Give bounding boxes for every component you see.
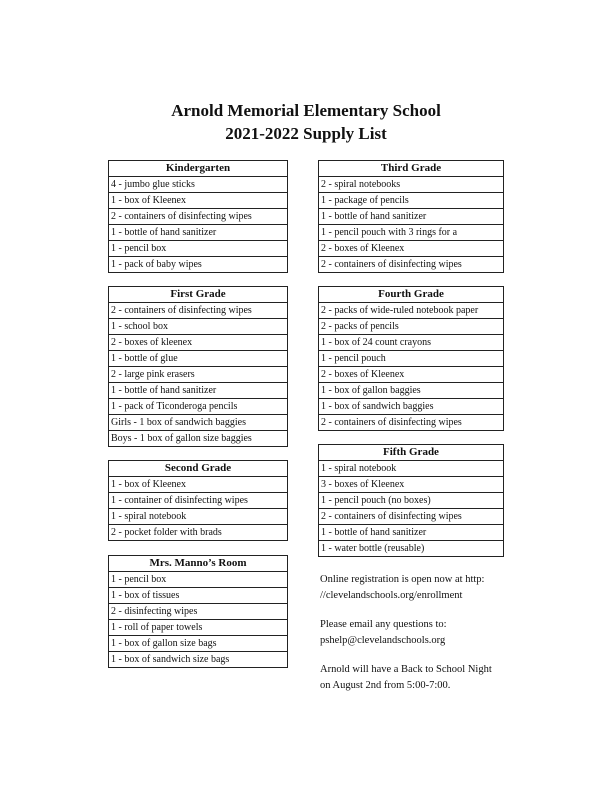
table-row [109,431,288,447]
table-row [109,335,288,351]
table-row [109,351,288,367]
manno-room-table [108,555,288,668]
email-line-2: pshelp@clevelandschools.org [320,635,446,646]
fifth-grade-header: Fifth Grade [319,445,504,461]
registration-line-2: //clevelandschools.org/enrollment [320,590,463,601]
supply-item: 1 - bottle of hand sanitizer [109,225,288,241]
table-row [109,209,288,225]
table-row [109,493,288,509]
event-line-1: Arnold will have a Back to School Night [320,664,492,675]
table-row [109,367,288,383]
kindergarten-header: Kindergarten [109,161,288,177]
table-row [319,319,504,335]
table-row [109,257,288,273]
table-row [109,652,288,668]
table-row [319,177,504,193]
second-grade-table [108,460,288,541]
table-row [319,193,504,209]
table-row [109,225,288,241]
supply-item: 2 - packs of pencils [319,319,504,335]
supply-item: 2 - containers of disinfecting wipes [109,303,288,319]
table-row [109,620,288,636]
supply-item: 1 - box of gallon size bags [109,636,288,652]
table-row [109,303,288,319]
table-row [319,335,504,351]
registration-note [320,572,520,604]
supply-item: 2 - disinfecting wipes [109,604,288,620]
supply-item: 1 - box of gallon baggies [319,383,504,399]
table-row [109,572,288,588]
supply-item: 1 - spiral notebook [109,509,288,525]
supply-item: 4 - jumbo glue sticks [109,177,288,193]
supply-item: 2 - packs of wide-ruled notebook paper [319,303,504,319]
table-row [109,636,288,652]
supply-item: 1 - pencil box [109,572,288,588]
table-row [109,604,288,620]
supply-item: 1 - box of Kleenex [109,477,288,493]
supply-item: 1 - bottle of hand sanitizer [319,209,504,225]
supply-item: 1 - package of pencils [319,193,504,209]
supply-item: 1 - box of 24 count crayons [319,335,504,351]
table-row [109,383,288,399]
table-row [319,541,504,557]
supply-item: 1 - pencil pouch (no boxes) [319,493,504,509]
table-row [109,525,288,541]
table-row [319,241,504,257]
first-grade-header: First Grade [109,287,288,303]
supply-item: 1 - container of disinfecting wipes [109,493,288,509]
supply-item: 1 - pencil pouch with 3 rings for a [319,225,504,241]
supply-item: 2 - boxes of Kleenex [319,367,504,383]
supply-list-title: 2021-2022 Supply List [225,124,387,143]
supply-item: 1 - box of sandwich size bags [111,654,230,665]
supply-item: 1 - spiral notebook [319,461,504,477]
event-line-2: on August 2nd from 5:00-7:00. [320,680,451,691]
table-row [319,209,504,225]
table-row [109,177,288,193]
supply-item: 1 - pencil pouch [319,351,504,367]
manno-room-header: Mrs. Manno’s Room [109,556,288,572]
school-title: Arnold Memorial Elementary School [171,101,441,120]
email-note [320,617,520,649]
table-row [319,493,504,509]
supply-item: 2 - boxes of kleenex [109,335,288,351]
fourth-grade-table [318,286,504,431]
supply-item: 2 - boxes of Kleenex [319,241,504,257]
supply-item: 1 - box of sandwich baggies [319,399,504,415]
table-row [319,367,504,383]
fifth-grade-table [318,444,504,557]
supply-item: 2 - containers of disinfecting wipes [109,209,288,225]
supply-item: Girls - 1 box of sandwich baggies [109,415,288,431]
supply-item: Boys - 1 box of gallon size baggies [111,433,252,444]
email-line-1: Please email any questions to: [320,619,447,630]
supply-item: 2 - large pink erasers [109,367,288,383]
table-row [319,509,504,525]
second-grade-header: Second Grade [109,461,288,477]
event-note [320,662,520,694]
table-row [109,241,288,257]
supply-item: 1 - bottle of hand sanitizer [319,525,504,541]
supply-item: 2 - spiral notebooks [319,177,504,193]
table-row [319,383,504,399]
table-row [319,415,504,431]
table-row [319,351,504,367]
table-row [319,461,504,477]
supply-item: 1 - pack of baby wipes [111,259,202,270]
supply-item: 1 - water bottle (reusable) [321,543,425,554]
supply-item: 1 - bottle of glue [109,351,288,367]
supply-item: 1 - bottle of hand sanitizer [109,383,288,399]
supply-item: 2 - containers of disinfecting wipes [321,259,462,270]
first-grade-table [108,286,288,447]
supply-item: 1 - pencil box [109,241,288,257]
table-row [319,525,504,541]
supply-item: 1 - box of Kleenex [109,193,288,209]
table-row [319,257,504,273]
third-grade-header: Third Grade [319,161,504,177]
table-row [109,193,288,209]
third-grade-table [318,160,504,273]
supply-item: 1 - school box [109,319,288,335]
table-row [109,415,288,431]
supply-item: 2 - containers of disinfecting wipes [321,417,462,428]
supply-item: 1 - box of tissues [109,588,288,604]
table-row [109,588,288,604]
table-row [319,303,504,319]
registration-line-1: Online registration is open now at http: [320,574,485,585]
supply-item: 2 - pocket folder with brads [111,527,222,538]
table-row [109,509,288,525]
table-row [319,225,504,241]
table-row [109,319,288,335]
table-row [319,477,504,493]
fourth-grade-header: Fourth Grade [319,287,504,303]
supply-item: 1 - pack of Ticonderoga pencils [109,399,288,415]
supply-item: 2 - containers of disinfecting wipes [319,509,504,525]
table-row [109,399,288,415]
table-row [319,399,504,415]
table-row [109,477,288,493]
supply-item: 3 - boxes of Kleenex [319,477,504,493]
supply-item: 1 - roll of paper towels [109,620,288,636]
kindergarten-table [108,160,288,273]
